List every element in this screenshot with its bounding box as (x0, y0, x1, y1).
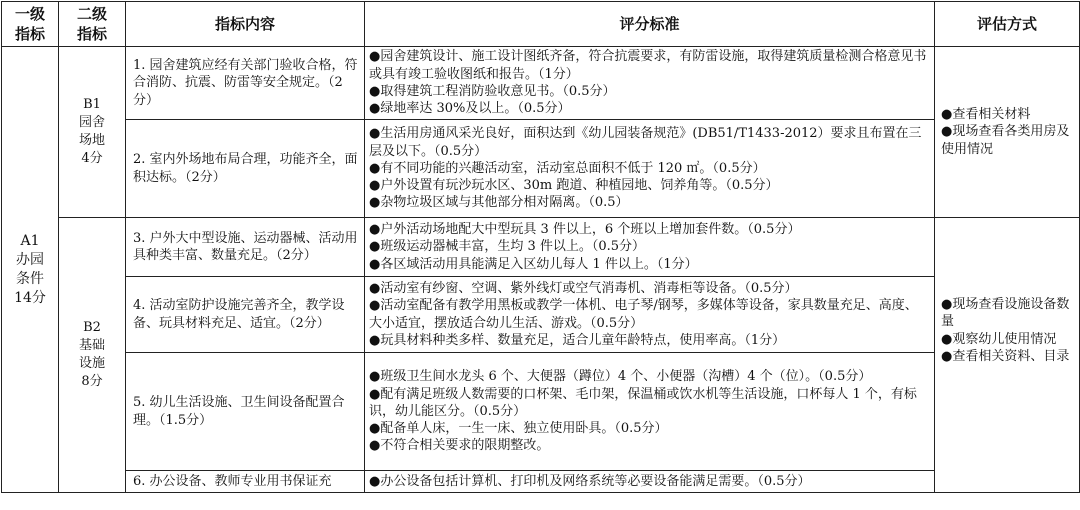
criteria-item: ●园舍建筑设计、施工设计图纸齐备，符合抗震要求，有防雷设施，取得建筑质量检测合格意见书或具有竣工验收图纸和报告。（1分） (369, 49, 927, 82)
criteria-2 (365, 120, 935, 218)
level2-b2: B2 基础 设施 8分 (59, 218, 126, 493)
header-method: 评估方式 (935, 2, 1080, 47)
criteria-item: ●配备单人床，一生一床、独立使用卧具。（0.5分） (369, 421, 668, 437)
criteria-item: ●办公设备包括计算机、打印机及网络系统等必要设备能满足需要。（0.5分） (369, 474, 811, 489)
criteria-item: ●玩具材料种类多样、数量充足，适合儿童年龄特点，使用率高。（1分） (369, 332, 786, 348)
criteria-item: ●户外设置有玩沙玩水区、30m 跑道、种植园地、饲养角等。（0.5分） (369, 178, 779, 194)
header-indicator: 指标内容 (126, 2, 365, 47)
indicator-2: 2. 室内外场地布局合理，功能齐全，面积达标。（2分） (126, 120, 365, 218)
table-row (2, 120, 1080, 218)
criteria-item: ●杂物垃圾区域与其他部分相对隔离。（0.5） (369, 195, 629, 211)
criteria-item: ●班级卫生间水龙头 6 个、大便器（蹲位）4 个、小便器（沟槽）4 个（位）。（0.5分） (369, 369, 872, 385)
criteria-item: ●取得建筑工程消防验收意见书。（0.5分） (369, 84, 616, 99)
method-item: ●查看相关材料 (941, 107, 1031, 123)
criteria-5 (365, 353, 935, 471)
header-standard: 评分标准 (365, 2, 935, 47)
criteria-item: ●绿地率达 30%及以上。（0.5分） (369, 101, 571, 117)
criteria-item: ●班级运动器械丰富，生均 3 件以上。（0.5分） (369, 239, 646, 255)
method-item: ●观察幼儿使用情况 (941, 331, 1057, 347)
level1-a1: A1 办园 条件 14分 (2, 47, 59, 493)
header-level2: 二级 指标 (59, 2, 126, 47)
evaluation-table (1, 1, 1080, 493)
criteria-6 (365, 471, 935, 493)
criteria-4 (365, 277, 935, 353)
criteria-item: ●不符合相关要求的限期整改。 (369, 438, 550, 454)
indicator-4: 4. 活动室防护设施完善齐全，教学设备、玩具材料充足、适宜。（2分） (126, 277, 365, 353)
method-item: ●查看相关资料、目录 (941, 348, 1070, 364)
criteria-1 (365, 47, 935, 120)
criteria-item: ●活动室有纱窗、空调、紫外线灯或空气消毒机、消毒柜等设备。（0.5分） (369, 280, 798, 296)
indicator-5: 5. 幼儿生活设施、卫生间设备配置合理。（1.5分） (126, 353, 365, 471)
level2-b1: B1 园舍 场地 4分 (59, 47, 126, 218)
header-level1: 一级 指标 (2, 2, 59, 47)
criteria-item: ●各区域活动用具能满足入区幼儿每人 1 件以上。（1分） (369, 256, 698, 272)
criteria-item: ●生活用房通风采光良好，面积达到《幼儿园装备规范》(DB51/T1433-2012）要求且布置在三层及以下。（0.5分） (369, 126, 922, 159)
indicator-1: 1. 园舍建筑应经有关部门验收合格，符合消防、抗震、防雷等安全规定。（2分） (126, 47, 365, 120)
table-row (2, 277, 1080, 353)
criteria-item: ●户外活动场地配大中型玩具 3 件以上，6 个班以上增加套件数。（0.5分） (369, 222, 801, 238)
table-row (2, 218, 1080, 277)
table-row (2, 353, 1080, 471)
header-row (2, 2, 1080, 47)
criteria-item: ●配有满足班级人数需要的口杯架、毛巾架，保温桶或饮水机等生活设施，口杯每人 1 个，有标识，幼儿能区分。（0.5分） (369, 386, 917, 419)
criteria-3 (365, 218, 935, 277)
method-item: ●现场查看各类用房及使用情况 (941, 124, 1070, 157)
method-item: ●现场查看设施设备数量 (941, 297, 1070, 330)
criteria-item: ●有不同功能的兴趣活动室，活动室总面积不低于 120 ㎡。（0.5分） (369, 160, 766, 176)
indicator-3: 3. 户外大中型设施、运动器械、活动用具种类丰富、数量充足。（2分） (126, 218, 365, 277)
indicator-6: 6. 办公设备、教师专业用书保证充 (126, 471, 365, 493)
criteria-item: ●活动室配备有教学用黑板或教学一体机、电子琴/钢琴，多媒体等设备，家具数量充足、高度、大小适宜，摆放适合幼儿生活、游戏。（0.5分） (369, 298, 918, 331)
table-row (2, 47, 1080, 120)
method-b1 (935, 47, 1080, 218)
table-row (2, 471, 1080, 493)
method-b2 (935, 218, 1080, 493)
